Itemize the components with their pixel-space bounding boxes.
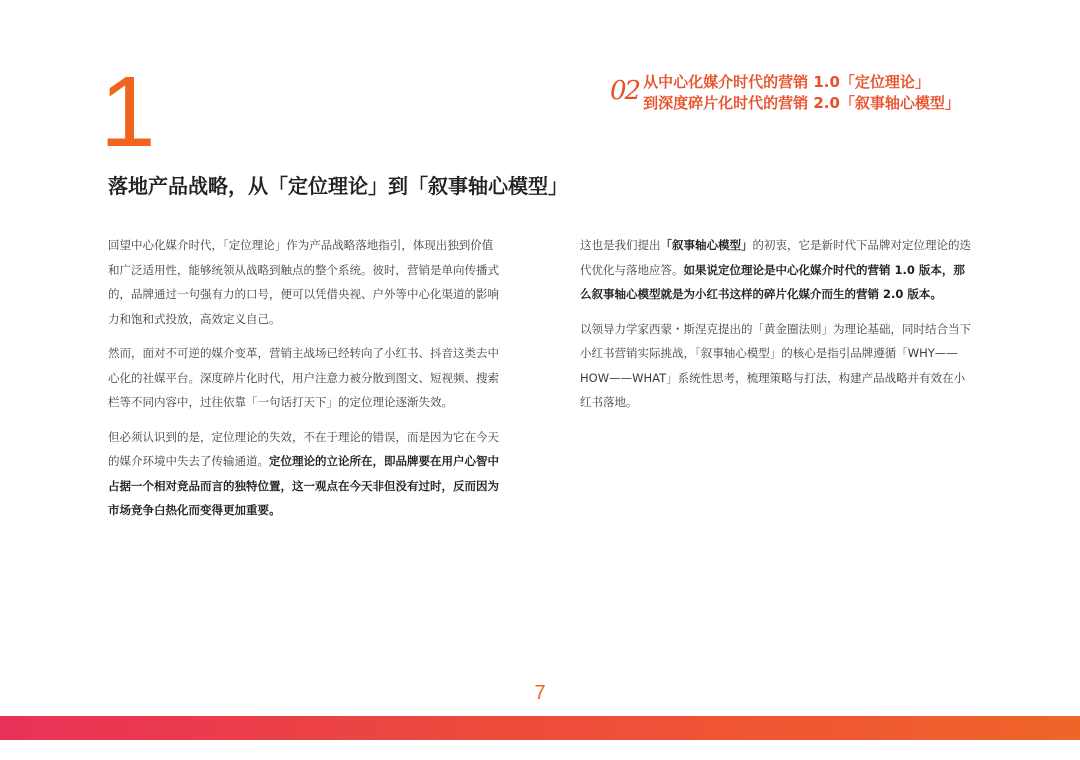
right-paragraph-1-text-c: 的初衷，它是新时代下品牌对定位理论的迭代优化与落地应答。: [580, 238, 971, 277]
section-number: 02: [610, 76, 640, 106]
right-column: [580, 233, 972, 425]
right-paragraph-1: [580, 233, 972, 307]
left-paragraph-1: 回望中心化媒介时代，「定位理论」作为产品战略落地指引，体现出独到价值和广泛适用性，能够统领从战略到触点的整个系统。彼时，营销是单向传播式的，品牌通过一句强有力的口号，便可以凭借央视、户外等中心化渠道的影响力和饱和式投放，高效定义自己。: [108, 238, 499, 326]
section-title-line-1: 从中心化媒介时代的营销 1.0「定位理论」: [643, 73, 930, 91]
left-column: [108, 233, 500, 533]
left-paragraph-3-text: 但必须认识到的是，定位理论的失效，不在于理论的错误，而是因为它在今天的媒介环境中失去了传输通道。: [108, 429, 499, 468]
left-paragraph-3: [108, 425, 500, 523]
section-title: [643, 72, 960, 114]
section-header: [610, 72, 960, 114]
section-title-line-2: 到深度碎片化时代的营销 2.0「叙事轴心模型」: [643, 94, 960, 112]
page-title: 落地产品战略，从「定位理论」到「叙事轴心模型」: [108, 174, 568, 198]
right-paragraph-1-text-a: 这也是我们提出: [580, 238, 661, 252]
left-paragraph-3-emphasis: 定位理论的立论所在，即品牌要在用户心智中占据一个相对竞品而言的独特位置，这一观点在今天非但没有过时，反而因为市场竞争白热化而变得更加重要。: [108, 454, 499, 517]
footer-gradient-bar: [0, 716, 1080, 740]
right-paragraph-1-model-name: 「叙事轴心模型」: [660, 238, 753, 252]
chapter-number: 1: [100, 56, 156, 168]
left-paragraph-2: 然而，面对不可逆的媒介变革，营销主战场已经转向了小红书、抖音这类去中心化的社媒平台。深度碎片化时代，用户注意力被分散到图文、短视频、搜索栏等不同内容中，过往依靠「一句话打天下」的定位理论逐渐失效。: [108, 346, 499, 409]
right-paragraph-2: 以领导力学家西蒙・斯涅克提出的「黄金圈法则」为理论基础，同时结合当下小红书营销实际挑战，「叙事轴心模型」的核心是指引品牌遵循「WHY——HOW——WHAT」系统性思考，梳理策略与打法，构建产品战略并有效在小红书落地。: [580, 321, 971, 409]
right-paragraph-1-emphasis: 如果说定位理论是中心化媒介时代的营销 1.0 版本，那么叙事轴心模型就是为小红书这样的碎片化媒介而生的营销 2.0 版本。: [580, 262, 965, 301]
page-number: 7: [534, 682, 546, 704]
